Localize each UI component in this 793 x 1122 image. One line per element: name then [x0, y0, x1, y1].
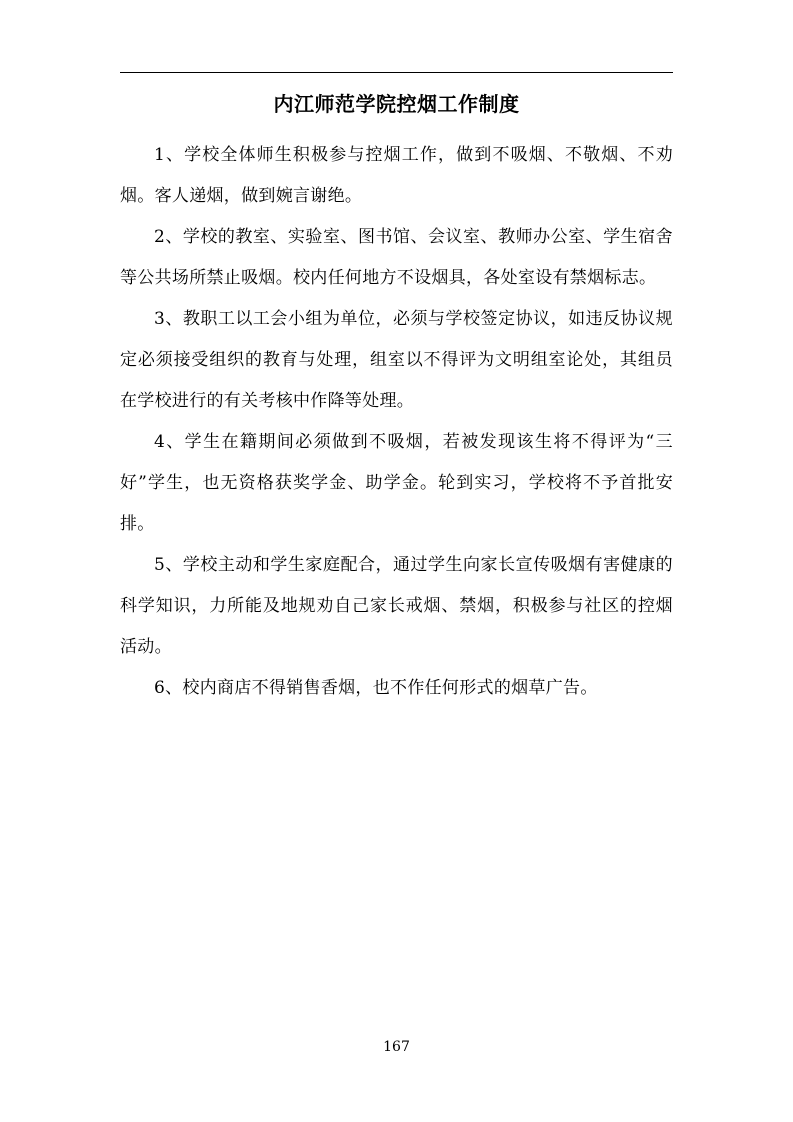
paragraph-3: 3、教职工以工会小组为单位，必须与学校签定协议，如违反协议规定必须接受组织的教育与处理，组室以不得评为文明组室论处，其组员在学校进行的有关考核中作降等处理。 — [120, 309, 673, 411]
document-title: 内江师范学院控烟工作制度 — [273, 92, 520, 116]
page-number: 167 — [383, 1039, 410, 1055]
header-rule — [120, 72, 673, 73]
paragraph-5: 5、学校主动和学生家庭配合，通过学生向家长宣传吸烟有害健康的科学知识，力所能及地规劝自己家长戒烟、禁烟，积极参与社区的控烟活动。 — [120, 555, 673, 657]
paragraph-1: 1、学校全体师生积极参与控烟工作，做到不吸烟、不敬烟、不劝烟。客人递烟，做到婉言谢绝。 — [120, 145, 673, 206]
paragraph-4: 4、学生在籍期间必须做到不吸烟，若被发现该生将不得评为“三好”学生，也无资格获奖学金、助学金。轮到实习，学校将不予首批安排。 — [120, 432, 673, 534]
paragraph-2: 2、学校的教室、实验室、图书馆、会议室、教师办公室、学生宿舍等公共场所禁止吸烟。校内任何地方不设烟具，各处室设有禁烟标志。 — [120, 227, 673, 288]
document-body — [120, 135, 673, 709]
paragraph-6: 6、校内商店不得销售香烟，也不作任何形式的烟草广告。 — [154, 678, 598, 698]
